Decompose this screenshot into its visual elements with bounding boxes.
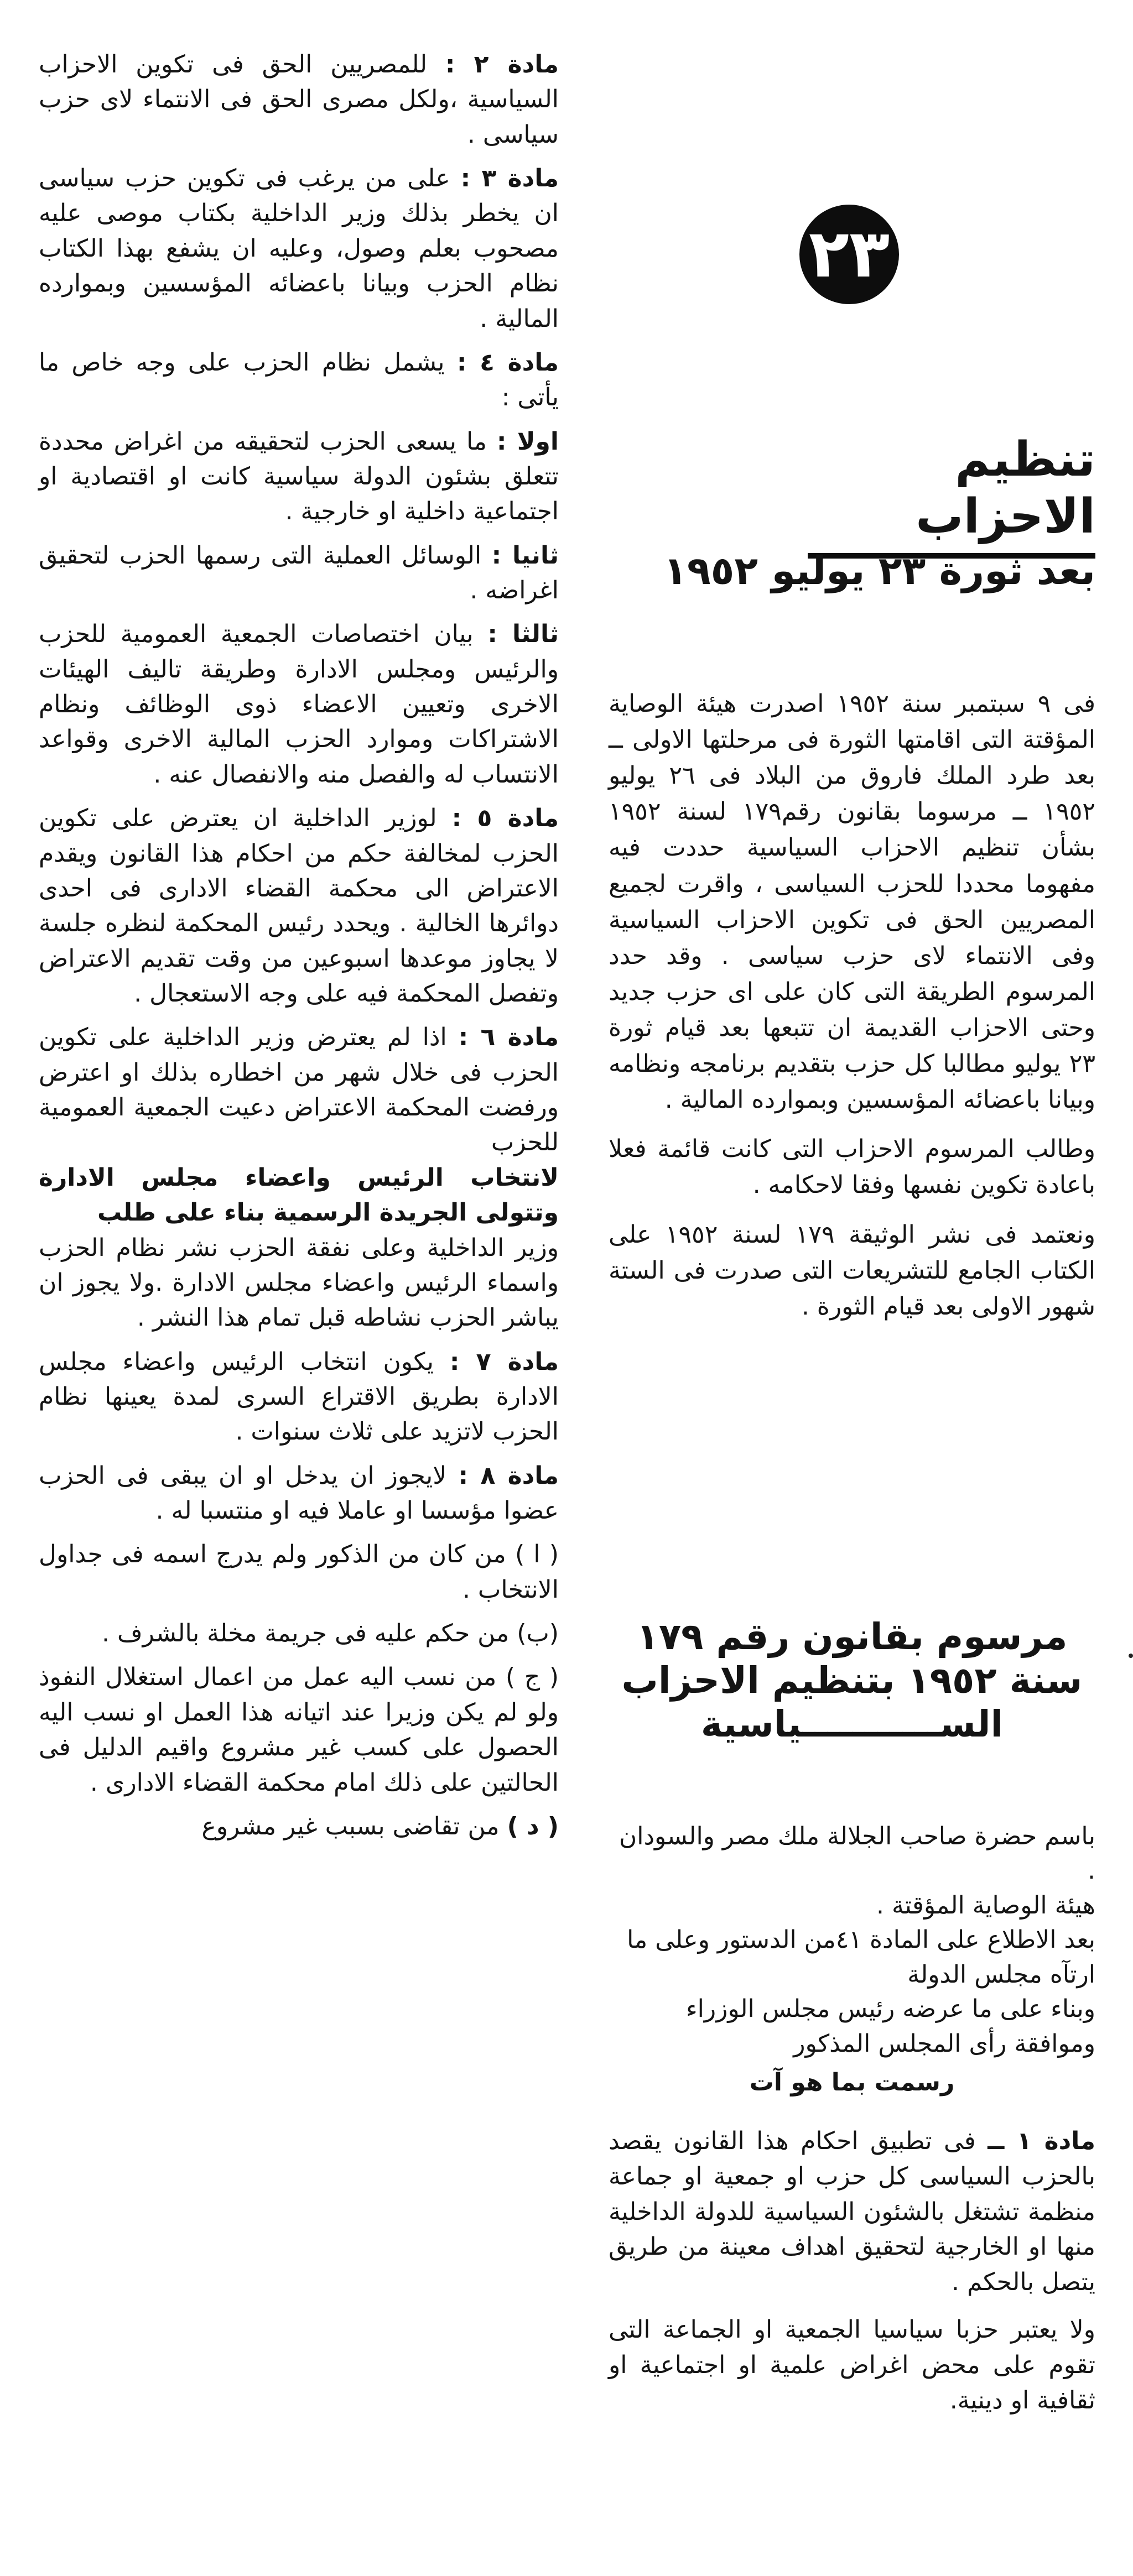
- article-paragraph: [609, 2312, 1095, 2418]
- article-number: مادة ١ ــ: [988, 2127, 1095, 2155]
- article-text: على من يرغب فى تكوين حزب سياسى ان يخطر بذلك وزير الداخلية بكتاب موصى عليه مصحوب بعلم وصول، وعليه ان يشفع بهذا الكتاب نظام الحزب وبيانا باعضائه المؤسسين وبموارده المالية .: [39, 164, 559, 333]
- clause-text: بيان اختصاصات الجمعية العمومية للحزب والرئيس ومجلس الادارة وطريقة تاليف الهيئات الاخرى وتعيين الاعضاء ذوى الوظائف ونظام الاشتراكات وموارد الحزب المالية الاخرى وقواعد الانتساب له والفصل منه والانفصال عنه .: [39, 620, 559, 789]
- clause-label: ( ج ): [506, 1663, 559, 1692]
- clause-text: من نسب اليه عمل من اعمال استغلال النفوذ ولو لم يكن وزيرا عند اتيانه هذا العمل او نسب اليه الحصول على كسب غير مشروع واقيم الدليل فى الحالتين على ذلك امام محكمة القضاء الادارى .: [39, 1663, 559, 1797]
- preamble-line: وبناء على ما عرضه رئيس مجلس الوزراء وموافقة رأى المجلس المذكور: [685, 1995, 1095, 2058]
- article-paragraph: [39, 1458, 559, 1529]
- edge-mark: [1129, 1654, 1133, 1658]
- intro-paragraph: وطالب المرسوم الاحزاب التى كانت قائمة فعلا باعادة تكوين نفسها وفقا لاحكامه .: [609, 1135, 1095, 1200]
- preamble-line: بعد الاطلاع على المادة ٤١من الدستور وعلى ما ارتآه مجلس الدولة: [627, 1926, 1095, 1989]
- article-text: ولا يعتبر حزبا سياسيا الجمعية او الجماعة التى تقوم على محض اغراض علمية او اجتماعية او ثقافية او دينية.: [609, 2315, 1095, 2415]
- article-paragraph: [39, 161, 559, 336]
- article-text: وزير الداخلية وعلى نفقة الحزب نشر نظام الحزب واسماء الرئيس واعضاء مجلس الادارة .ولا يجوز ان يباشر الحزب نشاطه قبل تمام هذا النشر .: [39, 1233, 559, 1332]
- article-text: لايجوز ان يدخل او ان يبقى فى الحزب عضوا مؤسسا او عاملا فيه او منتسبا له .: [39, 1461, 559, 1525]
- preamble-line: هيئة الوصاية المؤقتة .: [876, 1891, 1095, 1920]
- clause-label: (ب): [517, 1619, 559, 1648]
- right-column: [586, 0, 1129, 2576]
- article-clause: [39, 1660, 559, 1800]
- clause-label: ( د ): [507, 1812, 559, 1840]
- left-column: [39, 47, 559, 1853]
- clause-label: ثالثا :: [487, 620, 559, 649]
- article-paragraph: [609, 2124, 1095, 2300]
- article-number: مادة ٦ :: [458, 1023, 559, 1052]
- clause-text: ما يسعى الحزب لتحقيقه من اغراض محددة تتعلق بشئون الدولة سياسية كانت او اقتصادية او اجتماعية داخلية او خارجية .: [39, 427, 559, 526]
- decree-enactment-line: رسمت بما هو آت: [749, 2068, 955, 2097]
- clause-text: من تقاضى بسبب غير مشروع: [201, 1812, 500, 1840]
- clause-label: اولا :: [496, 427, 559, 456]
- article-text: للمصريين الحق فى تكوين الاحزاب السياسية ،ولكل مصرى الحق فى الانتماء لاى حزب سياسى .: [39, 50, 559, 149]
- article-clause: [39, 424, 559, 529]
- article-paragraph: [39, 1344, 559, 1449]
- clause-label: ( ا ): [514, 1540, 559, 1569]
- article-paragraph: [39, 47, 559, 152]
- right-articles: [609, 2124, 1095, 2430]
- preamble-line: باسم حضرة صاحب الجلالة ملك مصر والسودان .: [619, 1822, 1095, 1885]
- article-paragraph: [39, 345, 559, 415]
- article-text: يكون انتخاب الرئيس واعضاء مجلس الادارة بطريق الاقتراع السرى لمدة يعينها نظام الحزب لاتزيد على ثلاث سنوات .: [39, 1347, 559, 1446]
- section-number-badge: ٢٣: [799, 205, 899, 304]
- article-clause: [39, 1809, 559, 1844]
- article-text: يشمل نظام الحزب على وجه خاص ما يأتى :: [39, 348, 559, 412]
- article-number: مادة ٨ :: [458, 1461, 559, 1490]
- article-clause: [39, 538, 559, 608]
- clause-text: من كان من الذكور ولم يدرج اسمه فى جداول الانتخاب .: [39, 1540, 559, 1604]
- page-subtitle: بعد ثورة ٢٣ يوليو ١٩٥٢: [663, 548, 1095, 593]
- article-number: مادة ٧ :: [449, 1347, 559, 1376]
- intro-paragraph: ونعتمد فى نشر الوثيقة ١٧٩ لسنة ١٩٥٢ على الكتاب الجامع للتشريعات التى صدرت فى الستة شهور الاولى بعد قيام الثورة .: [609, 1220, 1096, 1321]
- article-number: مادة ٤ :: [456, 348, 559, 377]
- article-clause: [39, 1537, 559, 1607]
- clause-label: ثانيا :: [491, 541, 559, 570]
- decree-heading: مرسوم بقانون رقم ١٧٩ سنة ١٩٥٢ بتنظيم الاحزاب الســـــــــــياسية: [621, 1615, 1083, 1746]
- article-text-bold: لانتخاب الرئيس واعضاء مجلس الادارة وتتولى الجريدة الرسمية بناء على طلب: [39, 1163, 559, 1227]
- article-number: مادة ٥ :: [451, 804, 559, 833]
- article-clause: [39, 1616, 559, 1651]
- article-text: فى تطبيق احكام هذا القانون يقصد بالحزب السياسى كل حزب او جمعية او جماعة منظمة تشتغل بالشئون السياسية للدولة الداخلية منها او الخارجية لتحقيق اهداف معينة من طريق يتصل بالحكم .: [609, 2127, 1095, 2297]
- article-paragraph: [39, 801, 559, 1011]
- article-paragraph: [39, 1020, 559, 1160]
- article-clause: [39, 617, 559, 792]
- decree-preamble: [609, 1819, 1095, 2100]
- clause-text: من حكم عليه فى جريمة مخلة بالشرف .: [102, 1619, 510, 1648]
- article-text: اذا لم يعترض وزير الداخلية على تكوين الحزب فى خلال شهر من اخطاره بذلك او اعترض ورفضت المحكمة الاعتراض دعيت الجمعية العمومية للحزب: [39, 1023, 559, 1157]
- article-number: مادة ٣ :: [460, 164, 559, 193]
- intro-text: [609, 686, 1095, 1338]
- article-number: مادة ٢ :: [445, 50, 559, 79]
- clause-text: الوسائل العملية التى رسمها الحزب لتحقيق اغراضه .: [39, 541, 559, 605]
- page-title: تنظيم الاحزاب: [808, 431, 1095, 559]
- article-text: لوزير الداخلية ان يعترض على تكوين الحزب لمخالفة حكم من احكام هذا القانون ويقدم الاعتراض الى محكمة القضاء الادارى فى احدى دوائرها الخالية . ويحدد رئيس المحكمة لنظره جلسة لا يجاوز موعدها اسبوعين من وقت تقديم الاعتراض وتفصل المحكمة فيه على وجه الاستعجال .: [39, 804, 559, 1008]
- intro-paragraph: فى ٩ سبتمبر سنة ١٩٥٢ اصدرت هيئة الوصاية المؤقتة التى اقامتها الثورة فى مرحلتها الاولى ــ بعد طرد الملك فاروق من البلاد فى ٢٦ يوليو ١٩٥٢ ــ مرسوما بقانون رقم١٧٩ لسنة ١٩٥٢ بشأن تنظيم الاحزاب السياسية حددت فيه مفهوما محددا للحزب السياسى ، واقرت لجميع المصريين الحق فى تكوين الاحزاب السياسية وفى الانتماء لاى حزب سياسى . وقد حدد المرسوم الطريقة التى كان على اى حزب جديد وحتى الاحزاب القديمة ان تتبعها بعد قيام ثورة ٢٣ يوليو مطالبا كل حزب بتقديم برنامجه ونظامه وبيانا باعضائه المؤسسين وبموارده المالية .: [609, 690, 1096, 1114]
